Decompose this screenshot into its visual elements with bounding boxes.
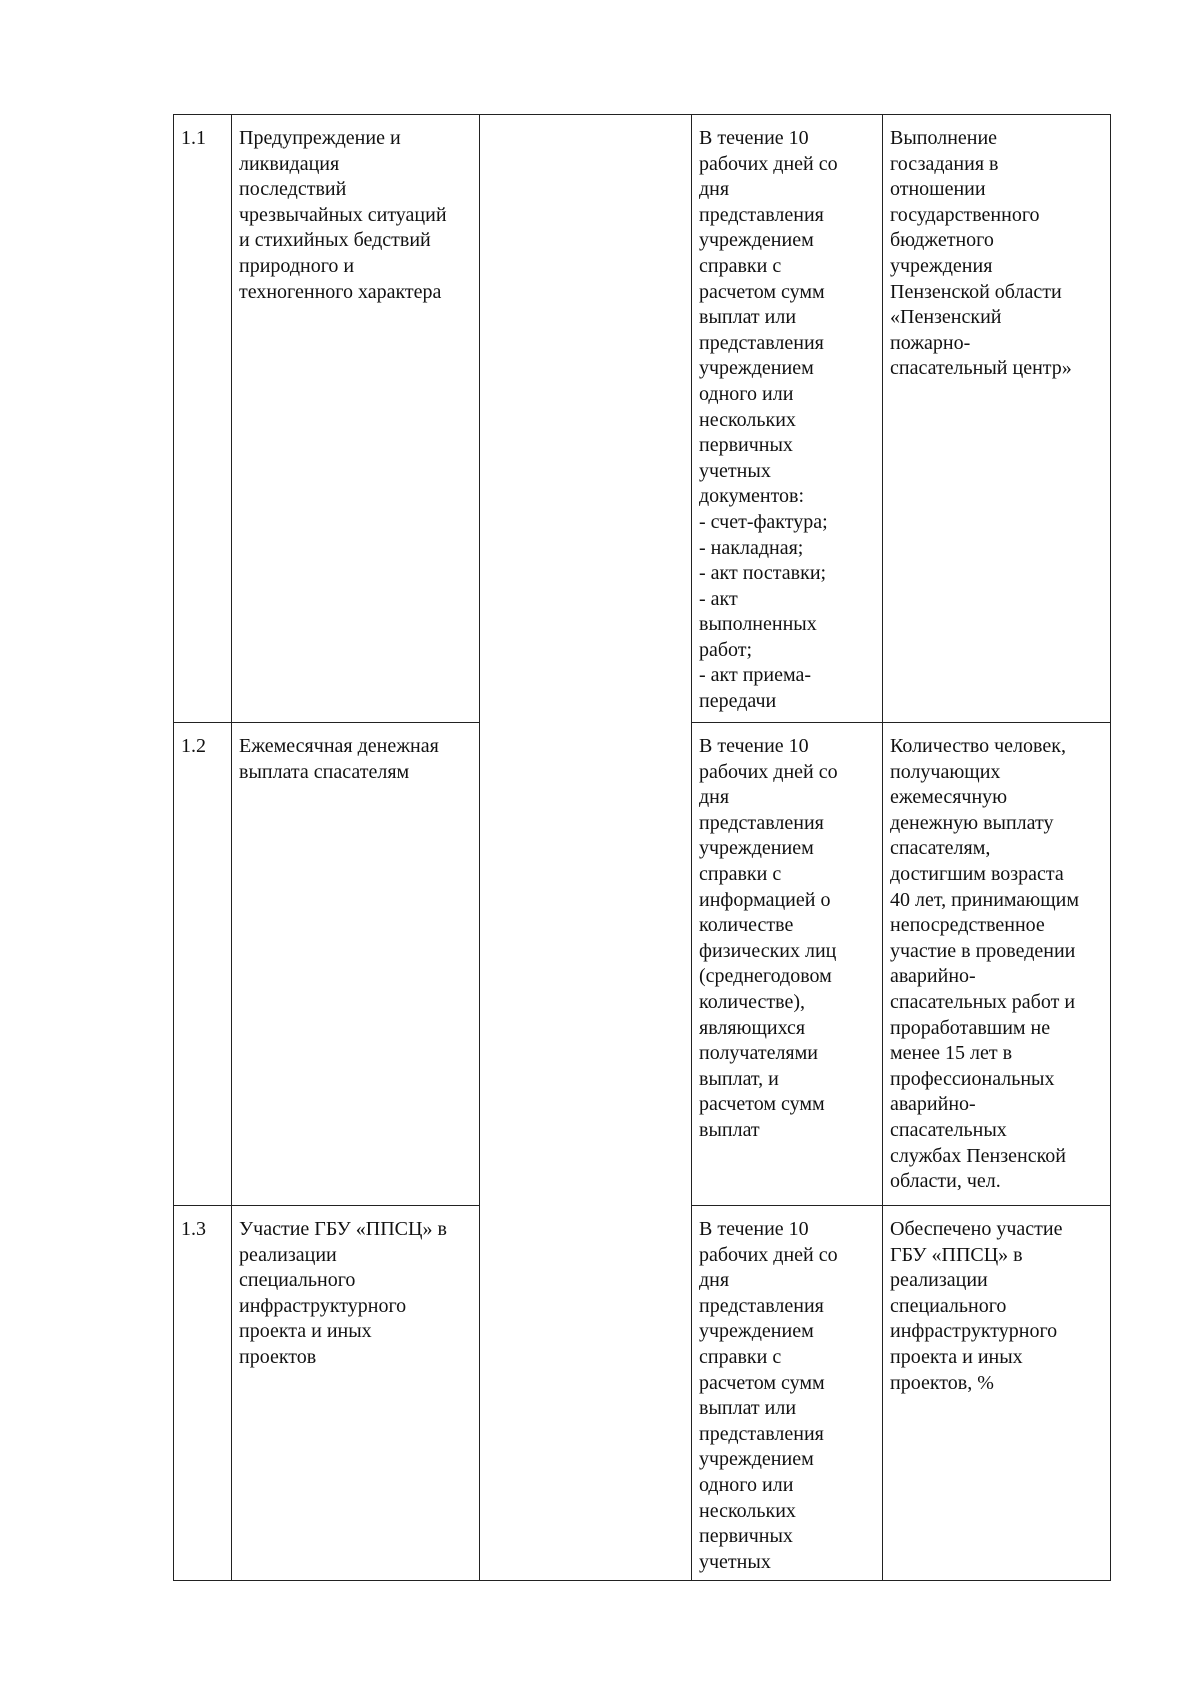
row-number: 1.3 (181, 1218, 206, 1240)
table-row (174, 115, 1111, 723)
result-cell (883, 115, 1111, 723)
term-cell (692, 115, 883, 723)
activity-name-cell (232, 723, 480, 1206)
term-text: В течение 10 рабочих дней со дня представления учреждением справки с расчетом сумм выплат или представления учреждением одного или нескольких первичных учетных документов: - счет-фактура; - накладная; - акт поставки; - акт выполненных работ; - акт приема- передачи (699, 127, 838, 713)
result-cell (883, 723, 1111, 1206)
result-cell (883, 1206, 1111, 1581)
result-text: Обеспечено участие ГБУ «ППСЦ» в реализации специального инфраструктурного проекта и иных проектов, % (890, 1218, 1063, 1394)
row-number-cell (174, 115, 232, 723)
term-cell (692, 723, 883, 1206)
row-number: 1.2 (181, 735, 206, 757)
result-text: Количество человек, получающих ежемесячную денежную выплату спасателям, достигшим возраста 40 лет, принимающим непосредственное участие в проведении аварийно- спасательных работ и проработавшим не менее 15 лет в профессиональных аварийно- спасательных службах Пензенской области, чел. (890, 735, 1080, 1193)
row-number: 1.1 (181, 127, 206, 149)
activity-name: Предупреждение и ликвидация последствий чрезвычайных ситуаций и стихийных бедствий природного и техногенного характера (239, 127, 447, 303)
activity-name-cell (232, 115, 480, 723)
activity-name-cell (232, 1206, 480, 1581)
term-text: В течение 10 рабочих дней со дня представления учреждением справки с расчетом сумм выплат или представления учреждением одного или нескольких первичных учетных (699, 1218, 838, 1573)
empty-merged-cell (480, 115, 692, 1581)
term-text: В течение 10 рабочих дней со дня представления учреждением справки с информацией о количестве физических лиц (среднегодовом количестве), являющихся получателями выплат, и расчетом сумм выплат (699, 735, 838, 1141)
result-text: Выполнение госзадания в отношении государственного бюджетного учреждения Пензенской области «Пензенский пожарно- спасательный центр» (890, 127, 1072, 380)
activity-name: Участие ГБУ «ППСЦ» в реализации специального инфраструктурного проекта и иных проектов (239, 1218, 447, 1368)
activity-name: Ежемесячная денежная выплата спасателям (239, 735, 439, 783)
document-table (173, 114, 1111, 1581)
term-cell (692, 1206, 883, 1581)
row-number-cell (174, 1206, 232, 1581)
row-number-cell (174, 723, 232, 1206)
